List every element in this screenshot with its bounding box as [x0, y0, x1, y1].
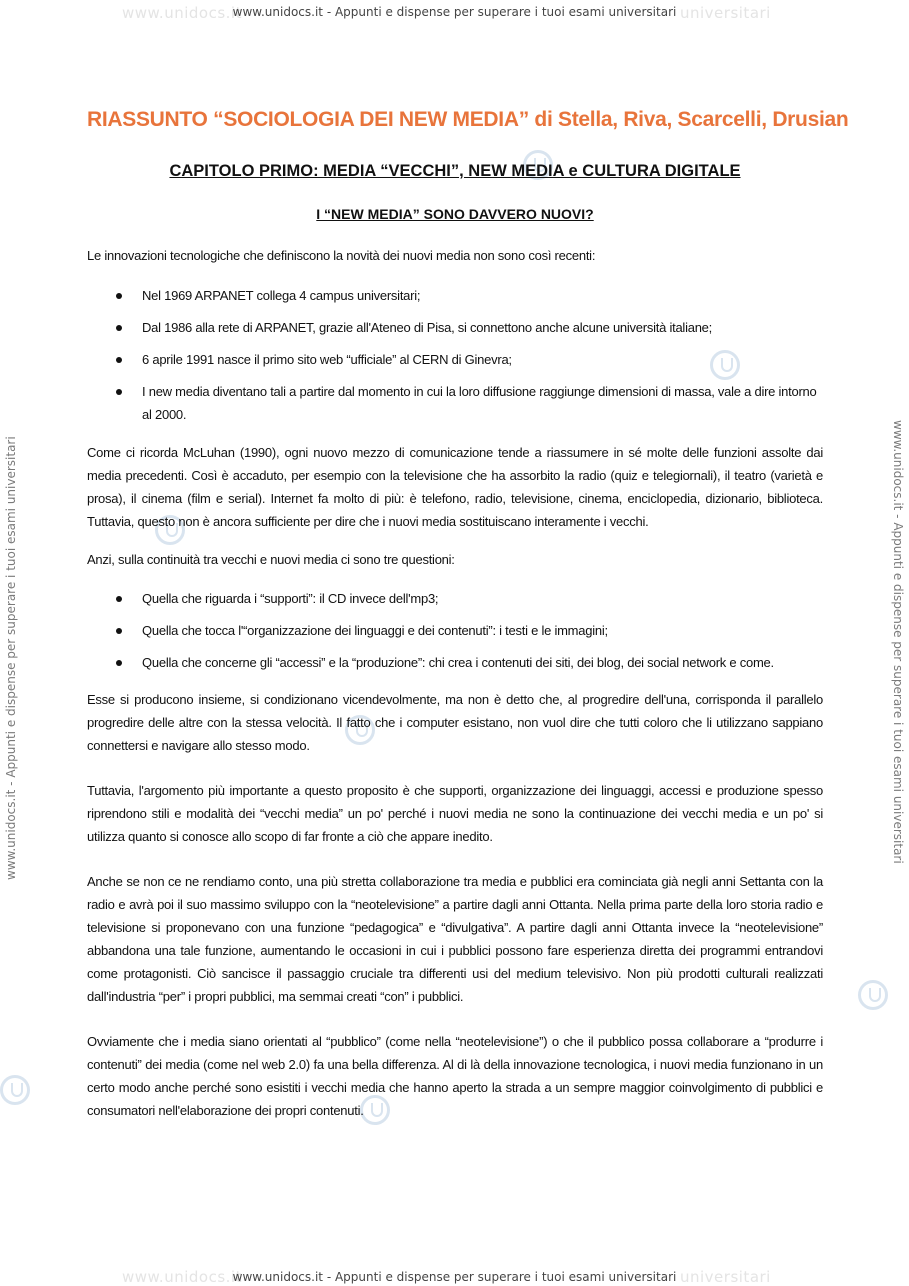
list-item: Nel 1969 ARPANET collega 4 campus universitari;	[87, 284, 823, 307]
chapter-heading: CAPITOLO PRIMO: MEDIA “VECCHI”, NEW MEDIA e CULTURA DIGITALE	[169, 162, 741, 180]
paragraph-audience: Ovviamente che i media siano orientati al “pubblico” (come nella “neotelevisione”) o che il pubblico possa collaborare a “produrre i contenuti” dei media (come nel web 2.0) fa una bella differenza. Al di là della innovazione tecnologica, i nuovi media funzionano in un certo modo anche perché sono esistiti i vecchi media che hanno aperto la strada a un sempre maggior coinvolgimento di pubblici e consumatori nell'elaborazione dei propri contenuti.	[87, 1034, 823, 1118]
watermark-logo-icon	[858, 980, 888, 1010]
paragraph-mcluhan: Come ci ricorda McLuhan (1990), ogni nuovo mezzo di comunicazione tende a riassumere in sé molte delle funzioni assolte dai media precedenti. Così è accaduto, per esempio con la televisione che ha assorbito la radio (quiz e telegiornali), il teatro (varietà e prosa), il cinema (film e serial). Internet fa molto di più: è telefono, radio, televisione, cinema, enciclopedia, dizionario, biblioteca. Tuttavia, questo non è ancora sufficiente per dire che i nuovi media sostituiscano interamente i vecchi.	[87, 445, 823, 529]
section-heading: I “NEW MEDIA” SONO DAVVERO NUOVI?	[316, 206, 594, 222]
list-item: Dal 1986 alla rete di ARPANET, grazie all'Ateneo di Pisa, si connettono anche alcune università italiane;	[87, 316, 823, 339]
watermark-logo-icon	[0, 1075, 30, 1105]
paragraph-continuity: Anzi, sulla continuità tra vecchi e nuovi media ci sono tre questioni:	[87, 552, 455, 567]
ghost-watermark-bottom-right: universitari	[680, 1268, 771, 1286]
bullet-list-questions	[87, 587, 823, 674]
list-item: Quella che riguarda i “supporti”: il CD invece dell'mp3;	[87, 587, 823, 610]
list-item: Quella che tocca l'“organizzazione dei linguaggi e dei contenuti”: i testi e le immagini;	[87, 619, 823, 642]
ghost-watermark-top-left: www.unidocs.it	[122, 4, 242, 22]
paragraph-interdependence: Esse si producono insieme, si condizionano vicendevolmente, ma non è detto che, al progredire dell'una, corrisponda il parallelo progredire delle altre con la stessa velocità. Il fatto che i computer esistano, non vuol dire che tutti coloro che li utilizzano sappiano connettersi e navigare allo stesso modo.	[87, 692, 823, 753]
list-item: Quella che concerne gli “accessi” e la “produzione”: chi crea i contenuti dei siti, dei blog, dei social network e come.	[87, 651, 823, 674]
header-watermark: www.unidocs.it - Appunti e dispense per superare i tuoi esami universitari	[232, 5, 677, 19]
footer-watermark: www.unidocs.it - Appunti e dispense per superare i tuoi esami universitari	[232, 1270, 677, 1284]
left-side-watermark: www.unidocs.it - Appunti e dispense per superare i tuoi esami universitari	[4, 436, 18, 880]
right-side-watermark: www.unidocs.it - Appunti e dispense per superare i tuoi esami universitari	[891, 420, 905, 864]
ghost-watermark-bottom-left: www.unidocs.it	[122, 1268, 242, 1286]
bullet-list-history	[87, 284, 823, 426]
paragraph-old-media-styles: Tuttavia, l'argomento più importante a questo proposito è che supporti, organizzazione dei linguaggi, accessi e produzione spesso riprendono stili e modalità dei “vecchi media” un po' perché i nuovi media ne sono la continuazione dei vecchi media e un po' si utilizza quanto si conosce allo scopo di far fronte a ciò che appare inedito.	[87, 783, 823, 844]
list-item: 6 aprile 1991 nasce il primo sito web “ufficiale” al CERN di Ginevra;	[87, 348, 823, 371]
ghost-watermark-top-right: universitari	[680, 4, 771, 22]
document-title: RIASSUNTO “SOCIOLOGIA DEI NEW MEDIA” di Stella, Riva, Scarcelli, Drusian	[87, 108, 849, 131]
document-content	[87, 108, 849, 1122]
paragraph-neotelevision: Anche se non ce ne rendiamo conto, una più stretta collaborazione tra media e pubblici era cominciata già negli anni Settanta con la radio e avrà poi il suo massimo sviluppo con la “neotelevisione” a partire dagli anni Ottanta. Nella prima parte della loro storia radio e televisione si proponevano con una funzione “pedagogica” e “divulgativa”. A partire dagli anni Ottanta invece la “neotelevisione” abbandona una tale funzione, aumentando le occasioni in cui i pubblici possono fare esperienza diretta dei programmi entrandovi come protagonisti. Ciò sancisce il passaggio cruciale tra differenti usi del medium televisivo. Non più prodotti culturali realizzati dall'industria “per” i propri pubblici, ma semmai creati “con” i pubblici.	[87, 874, 823, 1004]
intro-paragraph: Le innovazioni tecnologiche che definiscono la novità dei nuovi media non sono così recenti:	[87, 248, 596, 263]
list-item: I new media diventano tali a partire dal momento in cui la loro diffusione raggiunge dimensioni di massa, vale a dire intorno al 2000.	[87, 380, 823, 426]
